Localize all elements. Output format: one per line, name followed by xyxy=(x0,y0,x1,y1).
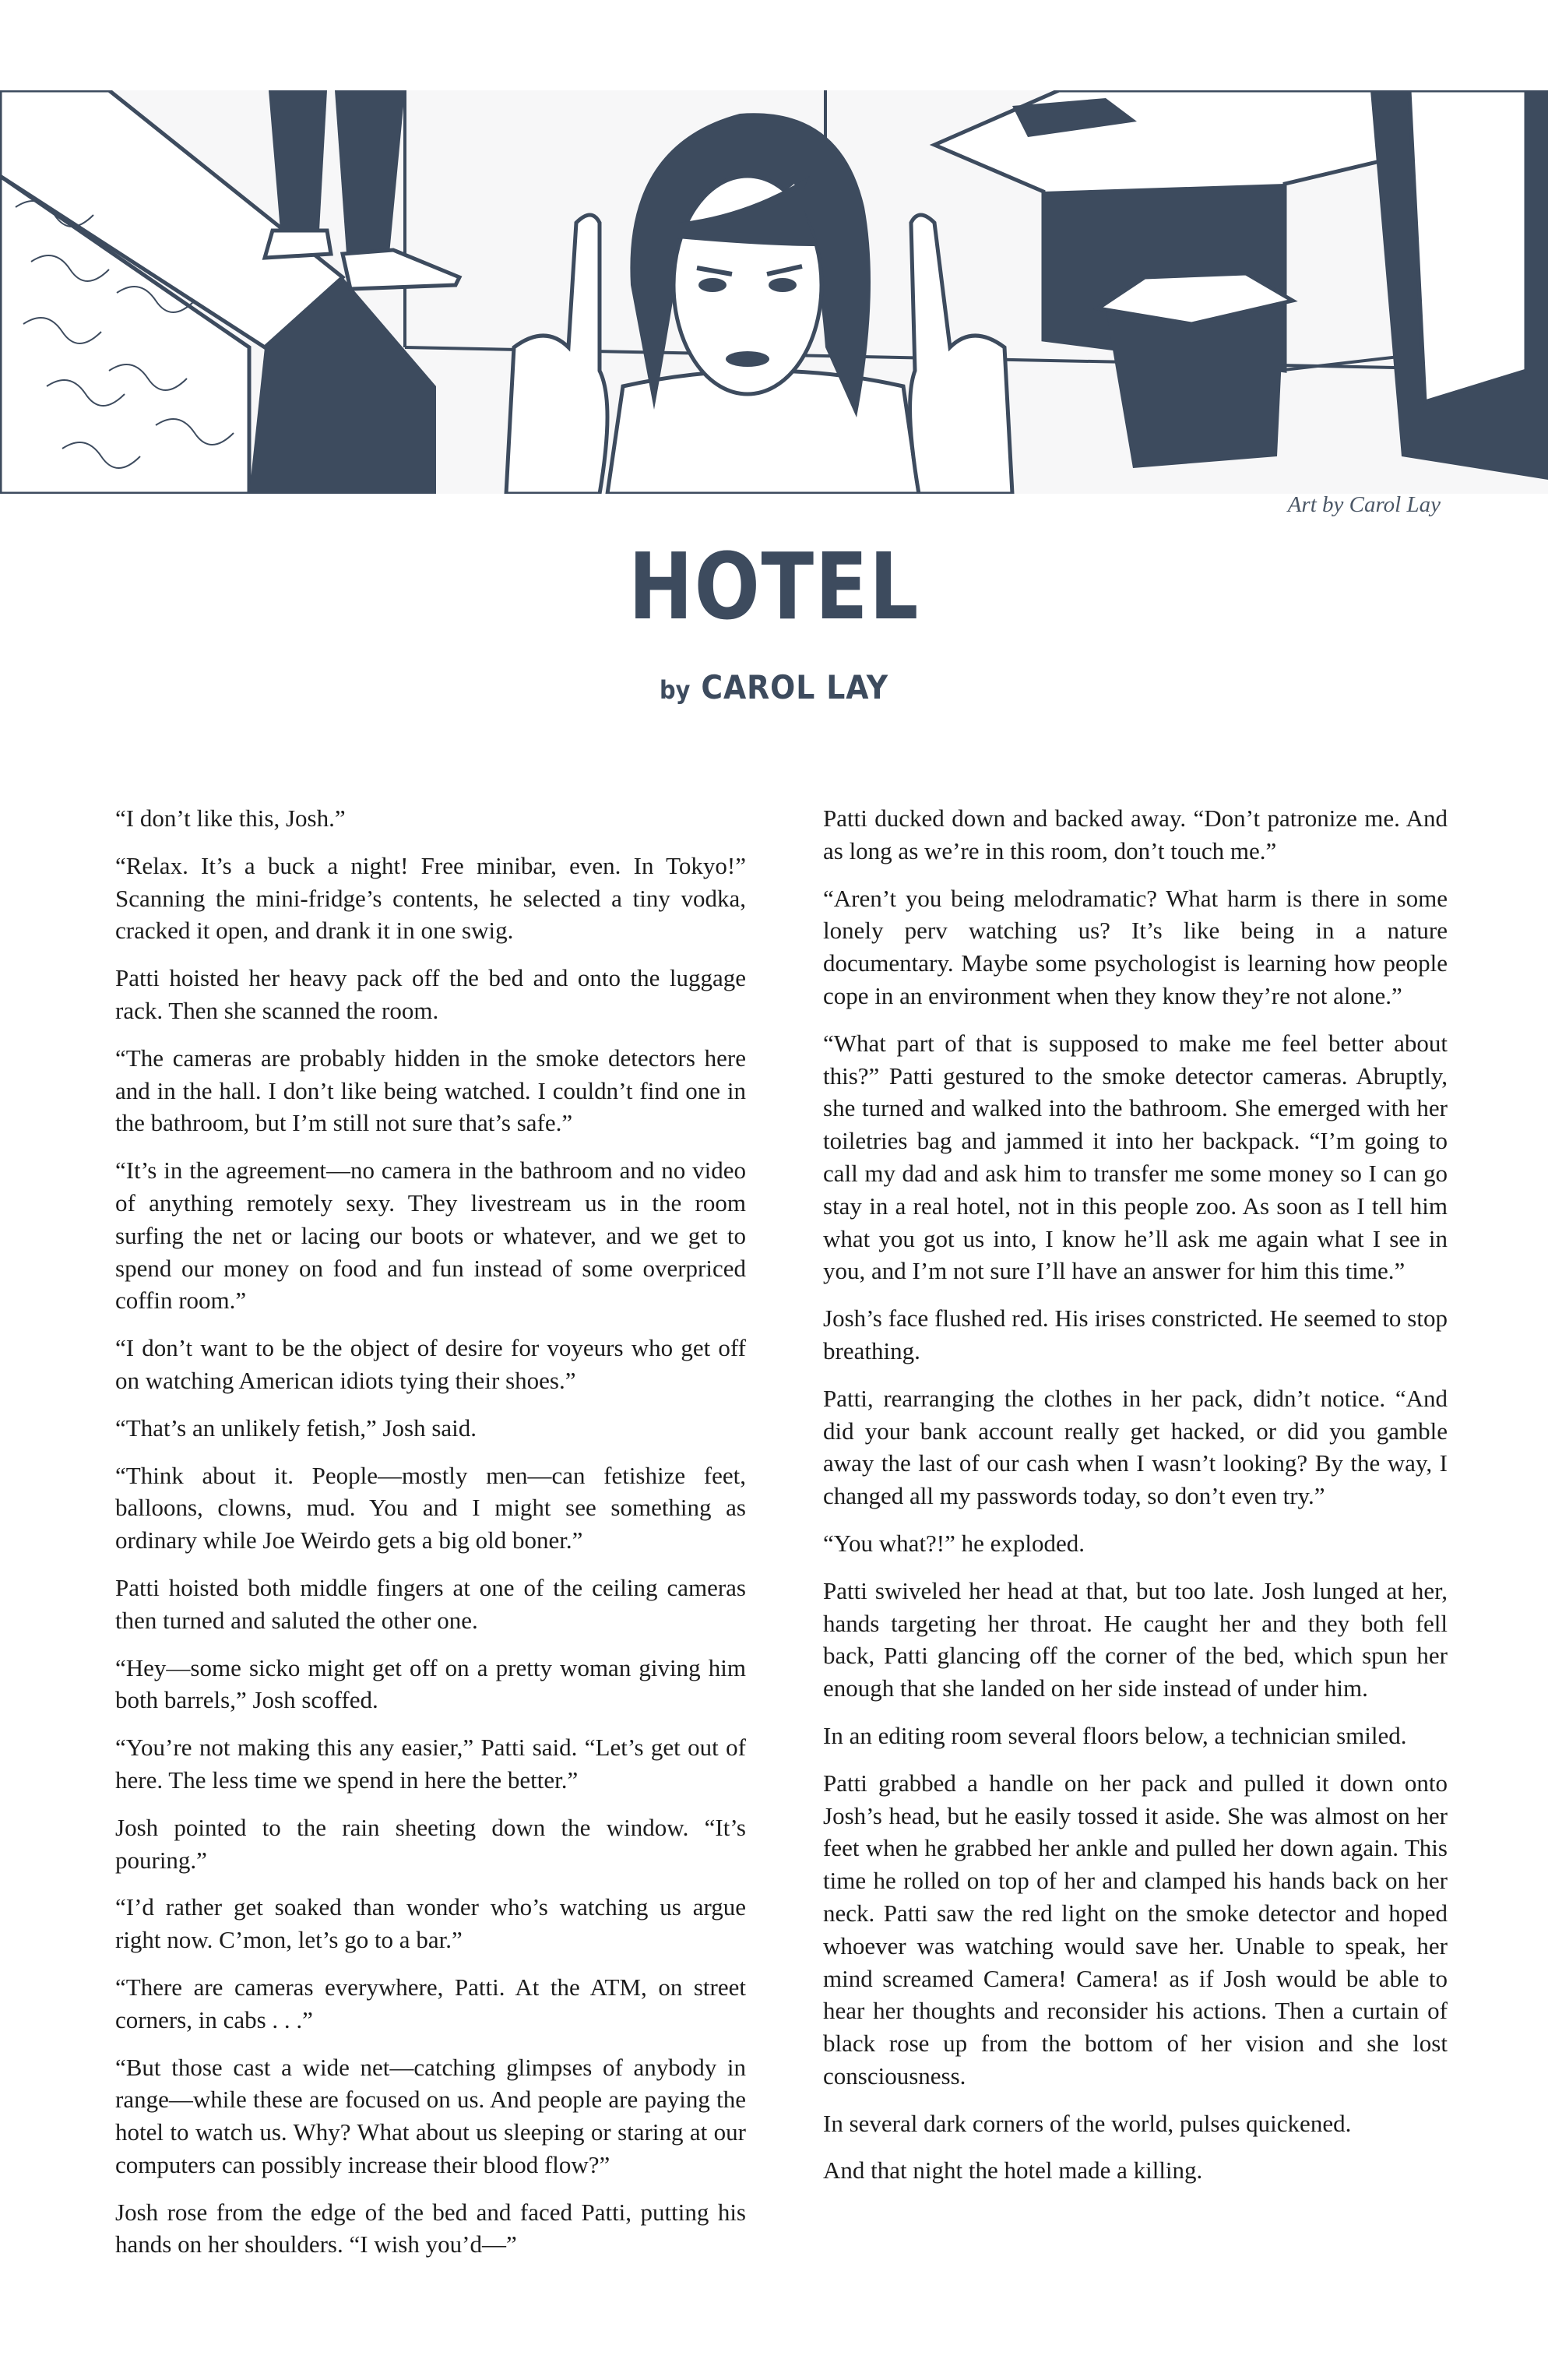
paragraph: “Hey—some sicko might get off on a pretty woman giving him both barrels,” Josh scoffed. xyxy=(115,1653,746,1714)
paragraph: “You’re not making this any easier,” Patti said. “Let’s get out of here. The less time we spend in here the better.” xyxy=(115,1734,746,1794)
paragraph: “Aren’t you being melodramatic? What harm is there in some lonely perv watching us? It’s like being in a nature documentary. Maybe some psychologist is learning how people cope in an environment when they know they’re not alone.” xyxy=(823,884,1448,1009)
paragraph: “The cameras are probably hidden in the smoke detectors here and in the hall. I don’t like being watched. I couldn’t find one in the bathroom, but I’m still not sure that’s safe.” xyxy=(115,1044,746,1137)
paragraph: “Relax. It’s a buck a night! Free minibar, even. In Tokyo!” Scanning the mini-fridge’s contents, he selected a tiny vodka, cracked it open, and drank it in one swig. xyxy=(115,851,746,945)
paragraph: “I’d rather get soaked than wonder who’s watching us argue right now. C’mon, let’s go to a bar.” xyxy=(115,1893,746,1954)
paragraph: “I don’t like this, Josh.” xyxy=(115,804,346,832)
paragraph: “You what?!” he exploded. xyxy=(823,1529,1085,1557)
paragraph: “Think about it. People—mostly men—can fetishize feet, balloons, clowns, mud. You and I might see something as ordinary while Joe Weirdo gets a big old boner.” xyxy=(115,1461,746,1554)
paragraph: Patti hoisted both middle fingers at one of the ceiling cameras then turned and saluted the other one. xyxy=(115,1573,746,1634)
byline-prefix: by xyxy=(659,675,691,705)
paragraph: In several dark corners of the world, pulses quickened. xyxy=(823,2109,1352,2137)
paragraph: “But those cast a wide net—catching glimpses of anybody in range—while these are focused on us. And people are paying the hotel to watch us. Why? What about us sleeping or staring at our computers can possibly increase their blood flow?” xyxy=(115,2053,746,2178)
paragraph: Josh rose from the edge of the bed and faced Patti, putting his hands on her shoulders. “I wish you’d—” xyxy=(115,2198,746,2259)
wastebasket-shape xyxy=(1098,273,1293,468)
author-name: CAROL LAY xyxy=(701,668,889,706)
paragraph: “I don’t want to be the object of desire for voyeurs who get off on watching American idiots tying their shoes.” xyxy=(115,1334,746,1394)
paragraph: “That’s an unlikely fetish,” Josh said. xyxy=(115,1414,477,1442)
paragraph: Patti grabbed a handle on her pack and pulled it down onto Josh’s head, but he easily tossed it aside. She was almost on her feet when he grabbed her ankle and pulled her down again. This time he rolled on top of her and clamped his hands back on her neck. Patti saw the red light on the smoke detector and hoped whoever was watching would save her. Unable to speak, her mind screamed Camera! Camera! as if Josh would be able to hear her thoughts and reconsider his actions. Then a curtain of black rose up from the bottom of her vision and she lost consciousness. xyxy=(823,1769,1448,2090)
paragraph: Patti, rearranging the clothes in her pack, didn’t notice. “And did your bank account really get hacked, or did you gamble away the last of our cash when I wasn’t looking? By the way, I changed all my passwords today, so don’t even try.” xyxy=(823,1384,1448,1510)
paragraph: Patti hoisted her heavy pack off the bed and onto the luggage rack. Then she scanned the room. xyxy=(115,964,746,1024)
paragraph: In an editing room several floors below, a technician smiled. xyxy=(823,1721,1407,1749)
illustration-svg xyxy=(0,90,1548,494)
header-illustration xyxy=(0,90,1548,494)
story-column-left xyxy=(115,802,746,2276)
paragraph: Patti ducked down and backed away. “Don’t patronize me. And as long as we’re in this room, don’t touch me.” xyxy=(823,804,1448,864)
paragraph: And that night the hotel made a killing. xyxy=(823,2156,1203,2185)
art-credit: Art by Carol Lay xyxy=(1287,492,1441,517)
paragraph: Patti swiveled her head at that, but too late. Josh lunged at her, hands targeting her throat. He caught her and they both fell back, Patti glancing off the corner of the bed, which spun her enough that she landed on her side instead of under him. xyxy=(823,1576,1448,1702)
paragraph: Josh pointed to the rain sheeting down the window. “It’s pouring.” xyxy=(115,1813,746,1874)
paragraph: Josh’s face flushed red. His irises constricted. He seemed to stop breathing. xyxy=(823,1304,1448,1364)
woman-figure xyxy=(506,113,1012,494)
paragraph: “What part of that is supposed to make me feel better about this?” Patti gestured to the smoke detector cameras. Abruptly, she turned and walked into the bathroom. She emerged with her toiletries bag and jammed it into her backpack. “I’m going to call my dad and ask him to transfer me some money so I can go stay in a real hotel, not in this people zoo. As soon as I tell him what you got us into, I know he’ll ask me again what I see in you, and I’m not sure I’ll have an answer for him this time.” xyxy=(823,1029,1448,1285)
paragraph: “There are cameras everywhere, Patti. At the ATM, on street corners, in cabs . . .” xyxy=(115,1973,746,2033)
byline xyxy=(77,668,1470,706)
paragraph: “It’s in the agreement—no camera in the bathroom and no video of anything remotely sexy. They livestream us in the room surfing the net or lacing our boots or whatever, and we get to spend our money on food and fun instead of some overpriced coffin room.” xyxy=(115,1157,746,1315)
story-column-right xyxy=(823,802,1448,2202)
story-title: HOTEL xyxy=(628,533,920,640)
